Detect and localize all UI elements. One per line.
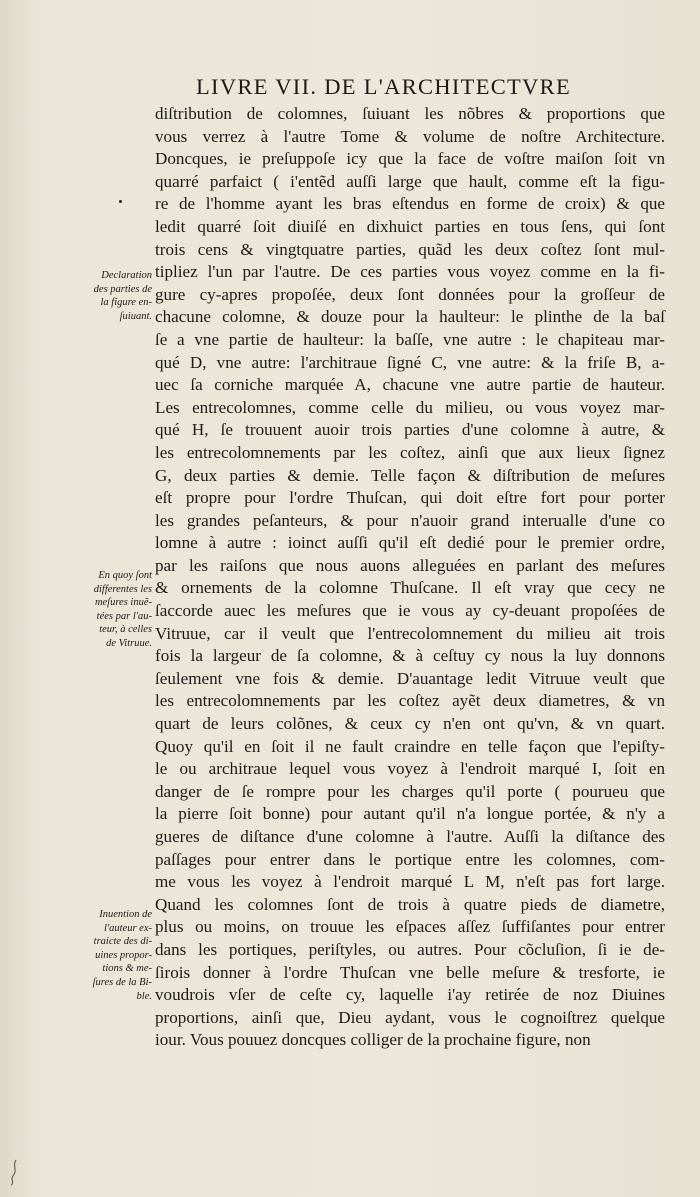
body-line: & ornements de la colomne Thuſcane. Il eſt vray que cecy ne <box>155 578 665 598</box>
body-line: ſirois donner à l'ordre Thuſcan vne belle meſure & tresforte, ie <box>155 962 665 982</box>
body-line: iour. Vous pouuez doncques colliger de la prochaine figure, non <box>155 1030 591 1050</box>
body-line: les grandes peſanteurs, & pour n'auoir grand interualle d'une co <box>155 510 665 530</box>
body-line: Les entrecolomnes, comme celle du milieu, ou vous voyez mar- <box>155 397 665 417</box>
body-line: fois la largeur de ſa colomne, & à ceſtuy cy nous la luy donnons <box>155 646 665 666</box>
marginal-line: ble. <box>136 990 152 1002</box>
marginal-line: teur, à celles <box>99 624 152 636</box>
body-line: vous verrez à l'autre Tome & volume de noſtre Architecture. <box>155 126 665 146</box>
body-line: ſeulement vne fois & demie. D'auantage ledit Vitruue veult que <box>155 668 665 688</box>
body-line: uec ſa corniche marquée A, chacune vne autre partie de hauteur. <box>155 375 665 395</box>
marginal-line: ſuiuant. <box>119 310 152 322</box>
body-line: Quand les colomnes ſont de trois à quatre pieds de diametre, <box>155 894 665 914</box>
body-line: G, deux parties & demie. Telle façon & diſtribution de meſures <box>155 465 665 485</box>
body-line: proportions, ainſi que, Dieu aydant, vous le cognoiſtrez quelque <box>155 1007 665 1027</box>
marginal-line: traicte des di- <box>93 936 152 948</box>
body-line: la pierre ſoit bonne) pour autant qu'il n'a longue portée, & n'y a <box>155 804 665 824</box>
marginal-line: Inuention de <box>99 909 152 920</box>
body-line: dans les portiques, periſtyles, ou autres. Pour cõcluſion, ſi ie de- <box>155 939 665 959</box>
body-line: ſaccorde auec les meſures que ie vous ay cy-deuant propoſées de <box>155 601 665 621</box>
body-line: ledit quarré ſoit diuiſé en dixhuict parties en tous ſens, qui ſont <box>155 216 665 236</box>
marginal-line: tions & me- <box>102 963 152 975</box>
body-line: par les raiſons que nous auons alleguées en parlant des meſures <box>155 555 665 575</box>
ink-dot <box>119 200 122 203</box>
body-line: tipliez l'un par l'autre. De ces parties vous voyez comme en la fi- <box>155 262 665 282</box>
body-line: me vous les voyez à l'endroit marqué L M, n'eſt pas fort large. <box>155 872 665 892</box>
running-head: LIVRE VII. DE L'ARCHITECTVRE <box>196 74 571 99</box>
body-line: eſt propre pour l'ordre Thuſcan, qui doit eſtre fort pour porter <box>155 488 665 508</box>
marginal-line: des parties de <box>93 283 152 295</box>
body-line: trois cens & vingtquatre parties, quãd les deux coſtez ſont mul- <box>155 239 665 259</box>
marginal-line: differentes les <box>93 583 152 595</box>
marginal-line: tées par l'au- <box>96 610 152 622</box>
body-line: voudrois vſer de ceſte cy, laquelle i'ay retirée de noz Diuines <box>155 985 665 1005</box>
body-line: chacune colomne, & douze pour la haulteur: le plinthe de la baſ <box>155 307 665 327</box>
body-line: diſtribution de colomnes, ſuiuant les nõbres & proportions que <box>155 104 665 123</box>
body-line: qué H, ſe trouuent auoir trois parties d'une colomne à autre, & <box>155 420 665 440</box>
body-line: ſe a vne partie de haulteur: la baſſe, vne autre : le chapiteau mar- <box>155 329 665 349</box>
body-line: gueres de diſtance d'une colomne à l'autre. Auſſi la diſtance des <box>155 827 665 846</box>
body-line: les entrecolomnements par les coſtez ayẽt deux diametres, & vn <box>155 691 665 711</box>
body-line: les entrecolomnements par les coſtez, ainſi que aux lieux ſignez <box>155 442 665 462</box>
marginal-note-invention <box>70 908 152 1003</box>
marginal-line: Declaration <box>101 270 152 281</box>
body-line: re de l'homme ayant les bras eſtendus en forme de croix) & que <box>155 194 665 214</box>
body-line: Doncques, ie preſuppoſe icy que la face de voſtre maiſon ſoit vn <box>155 149 665 169</box>
body-line: lomne à autre : ioinct auſſi qu'il eſt dedié pour le premier ordre, <box>155 533 665 553</box>
pen-mark-icon <box>6 1158 22 1186</box>
marginal-line: meſures inuẽ- <box>94 597 152 609</box>
marginal-note-differences <box>70 569 152 651</box>
body-line: qué D, vne autre: l'architraue ſigné C, vne autre: & la friſe B, a- <box>155 352 665 372</box>
body-line: Vitruue, car il veult que l'entrecolomnement du milieu ait trois <box>155 623 665 643</box>
marginal-line: ſures de la Bi- <box>92 976 152 988</box>
body-line: gure cy-apres propoſée, deux ſont données pour la groſſeur de <box>155 284 665 304</box>
marginal-line: de Vitruue. <box>106 637 152 649</box>
body-line: Quoy qu'il en ſoit il ne fault craindre en telle façon que l'epiſty- <box>155 736 665 756</box>
marginal-line: uines propor- <box>95 949 152 961</box>
body-line: quarré parfaict ( i'entẽd auſſi large que hault, comme eſt la figu- <box>155 171 665 191</box>
body-line: plus ou moins, on trouue les eſpaces aſſez ſuffiſantes pour entrer <box>155 917 665 937</box>
marginal-note-declaration <box>70 269 152 323</box>
body-line: danger de ſe rompre pour les charges qu'il porte ( pourueu que <box>155 781 665 801</box>
body-text <box>155 103 665 1052</box>
marginal-line: la figure en- <box>100 297 152 309</box>
body-line: quart de leurs colõnes, & ceux cy n'en ont qu'vn, & vn quart. <box>155 714 665 734</box>
body-line: le ou architraue lequel vous voyez à l'endroit marqué I, ſoit en <box>155 759 665 779</box>
marginal-line: l'auteur ex- <box>103 922 152 934</box>
marginal-line: En quoy ſont <box>98 570 152 581</box>
body-line: paſſages pour entrer dans le portique entre les colomnes, com- <box>155 849 665 869</box>
